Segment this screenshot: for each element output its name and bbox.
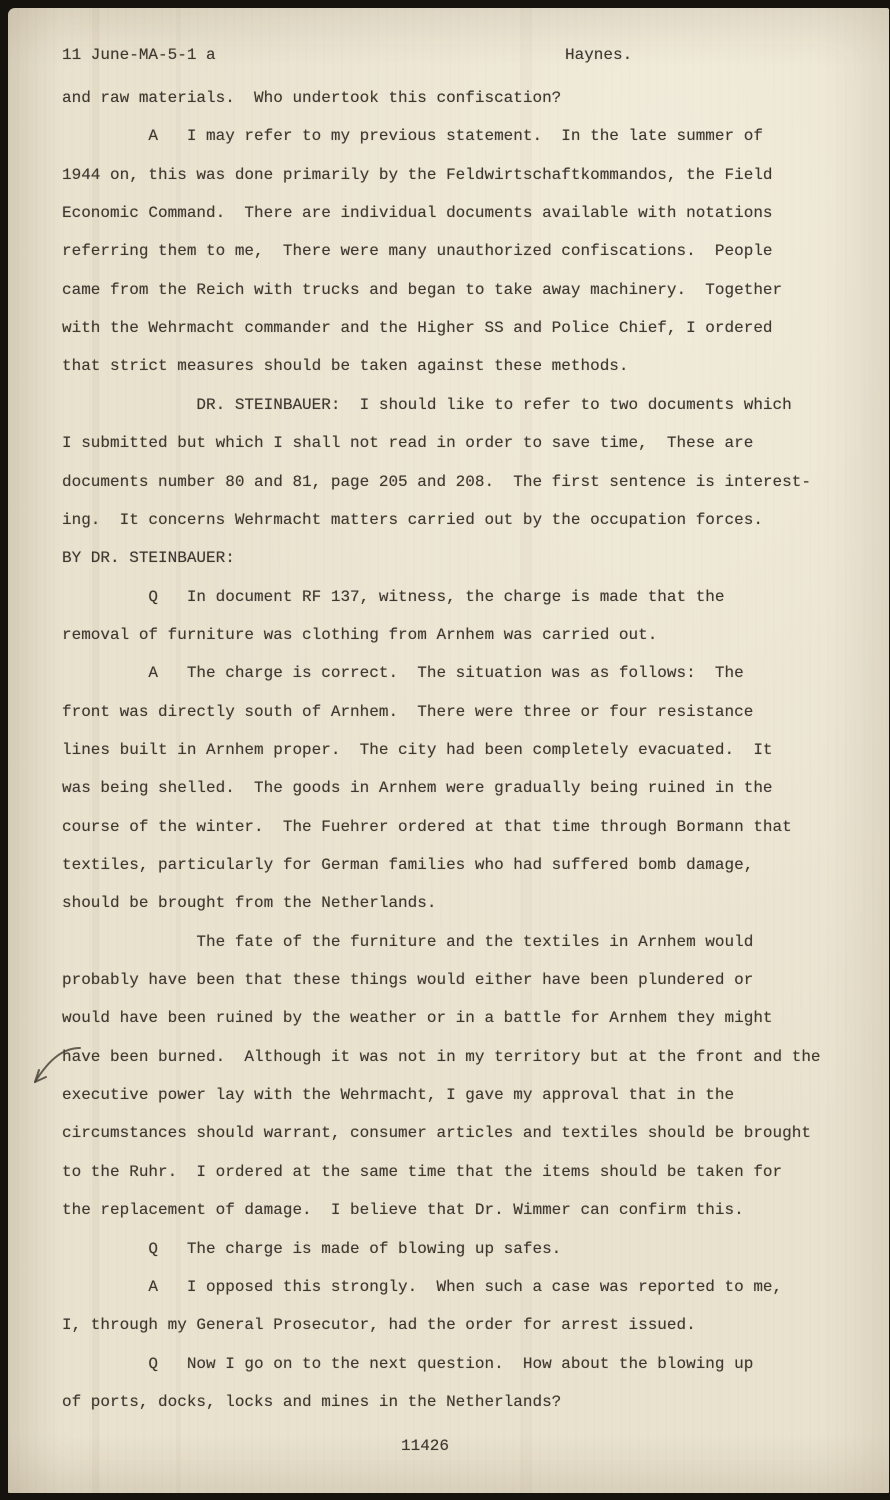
text-line: textiles, particularly for German families who had suffered bomb damage,	[62, 856, 754, 874]
document-page	[8, 8, 889, 1493]
header-reporter-name: Haynes.	[565, 46, 633, 64]
text-line: 1944 on, this was done primarily by the Feldwirtschaftkommandos, the Field	[62, 165, 773, 184]
text-line: circumstances should warrant, consumer articles and textiles should be brought	[62, 1124, 811, 1143]
text-line: removal of furniture was clothing from Arnhem was carried out.	[62, 625, 658, 644]
text-line: Q The charge is made of blowing up safes.	[62, 1239, 562, 1258]
text-line: Q In document RF 137, witness, the charge is made that the	[62, 587, 725, 606]
text-line: DR. STEINBAUER: I should like to refer to two documents which	[62, 395, 792, 414]
text-line: came from the Reich with trucks and began to take away machinery. Together	[62, 280, 783, 299]
text-line: front was directly south of Arnhem. There were three or four resistance	[62, 702, 754, 721]
text-line: probably have been that these things would either have been plundered or	[62, 971, 754, 990]
text-line: referring them to me, There were many unauthorized confiscations. People	[62, 242, 773, 261]
text-line: The fate of the furniture and the textiles in Arnhem would	[62, 932, 754, 951]
text-line: I, through my General Prosecutor, had the order for arrest issued.	[62, 1316, 696, 1335]
text-line: of ports, docks, locks and mines in the Netherlands?	[62, 1392, 562, 1411]
page-number: 11426	[401, 1437, 450, 1455]
text-line: course of the winter. The Fuehrer ordered at that time through Bormann that	[62, 817, 792, 836]
text-line: should be brought from the Netherlands.	[62, 894, 437, 913]
text-line: A I opposed this strongly. When such a case was reported to me,	[62, 1277, 783, 1296]
text-line: I submitted but which I shall not read in order to save time, These are	[62, 434, 754, 453]
text-line: BY DR. STEINBAUER:	[62, 549, 235, 568]
text-line: the replacement of damage. I believe that Dr. Wimmer can confirm this.	[62, 1201, 744, 1220]
text-line: executive power lay with the Wehrmacht, I gave my approval that in the	[62, 1086, 735, 1105]
text-line: to the Ruhr. I ordered at the same time that the items should be taken for	[62, 1162, 783, 1181]
text-line: lines built in Arnhem proper. The city had been completely evacuated. It	[62, 740, 773, 759]
text-line: Q Now I go on to the next question. How about the blowing up	[62, 1354, 754, 1373]
text-line: would have been ruined by the weather or in a battle for Arnhem they might	[62, 1009, 773, 1028]
text-line: documents number 80 and 81, page 205 and 208. The first sentence is interest-	[62, 472, 811, 491]
text-line: was being shelled. The goods in Arnhem were gradually being ruined in the	[62, 779, 773, 798]
header-docket: 11 June-MA-5-1 a	[62, 46, 216, 64]
text-line: have been burned. Although it was not in my territory but at the front and the	[62, 1047, 821, 1066]
text-line: with the Wehrmacht commander and the Higher SS and Police Chief, I ordered	[62, 319, 773, 338]
text-line: A The charge is correct. The situation was as follows: The	[62, 664, 744, 683]
text-line: that strict measures should be taken against these methods.	[62, 357, 629, 376]
text-line: A I may refer to my previous statement. In the late summer of	[62, 127, 763, 146]
text-line: ing. It concerns Wehrmacht matters carried out by the occupation forces.	[62, 510, 763, 529]
text-line: Economic Command. There are individual documents available with notations	[62, 204, 773, 223]
text-line: and raw materials. Who undertook this confiscation?	[62, 89, 562, 107]
